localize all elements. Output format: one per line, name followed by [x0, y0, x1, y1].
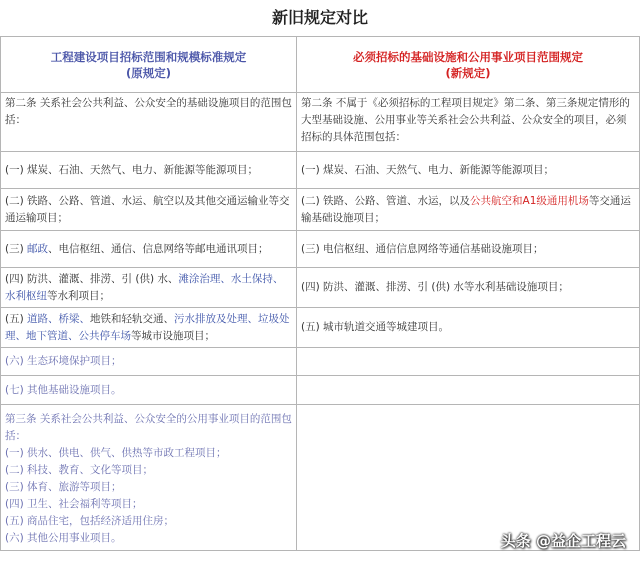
cell-text — [5, 311, 292, 345]
highlight-text: 污水排放及处理、垃圾处理、地下管道、公共停车场 — [5, 312, 290, 342]
new-header-title: 必须招标的基础设施和公用事业项目范围规定 — [353, 50, 583, 64]
text-segment: (五) — [5, 312, 28, 325]
new-regulation-header — [297, 37, 640, 93]
list-item: (一) 供水、供电、供气、供热等市政工程项目； — [5, 447, 227, 459]
text-segment: 、电信枢纽、通信、信息网络等邮电通讯项目； — [48, 242, 269, 255]
table-row — [1, 93, 640, 152]
old-item-6 — [1, 348, 297, 376]
old-regulation-header — [1, 37, 297, 93]
cell-text: (二) 铁路、公路、管道、水运、航空以及其他交通运输业等交通运输项目； — [5, 194, 290, 224]
watermark: 头条 @益企工程云 — [500, 532, 626, 550]
empty-cell — [297, 376, 640, 405]
old-item-3 — [1, 231, 297, 268]
list-item: (三) 体育、旅游等项目； — [5, 481, 122, 493]
cell-text — [301, 193, 635, 227]
table-row — [1, 231, 640, 268]
article-3-intro: 第三条 关系社会公共利益、公众安全的公用事业项目的范围包括： — [5, 413, 292, 442]
table-header-row — [1, 37, 640, 93]
text-segment: (四) 防洪、灌溉、排涝、引 (供) 水、 — [5, 272, 179, 285]
text-segment: 地铁和轻轨交通、 — [90, 312, 175, 325]
text-segment: 等城市设施项目； — [131, 329, 215, 342]
old-item-7 — [1, 376, 297, 405]
table-row — [1, 308, 640, 348]
list-item: (六) 其他公用事业项目。 — [5, 532, 122, 544]
cell-text — [5, 271, 292, 305]
cell-text: (七) 其他基础设施项目。 — [5, 383, 122, 396]
cell-text: (一) 煤炭、石油、天然气、电力、新能源等能源项目； — [5, 163, 259, 176]
cell-text: (四) 防洪、灌溉、排涝、引 (供) 水等水利基础设施项目； — [301, 281, 569, 293]
new-item-4 — [297, 268, 640, 308]
comparison-table — [0, 36, 640, 551]
highlight-text: 道路、桥梁、 — [27, 312, 91, 325]
highlight-text: 公共航空和A1级通用机场 — [470, 194, 589, 207]
text-segment: 等水利项目； — [47, 289, 110, 302]
table-row — [1, 348, 640, 376]
old-item-1 — [1, 152, 297, 189]
old-header-title: 工程建设项目招标范围和规模标准规定 — [50, 50, 247, 64]
table-row — [1, 376, 640, 405]
text-segment: (二) 铁路、公路、管道、水运，以及 — [301, 194, 471, 207]
highlight-text: 邮政 — [27, 242, 49, 255]
old-article-3 — [1, 405, 297, 551]
new-item-5 — [297, 308, 640, 348]
old-item-5 — [1, 308, 297, 348]
new-item-3 — [297, 231, 640, 268]
old-item-4 — [1, 268, 297, 308]
new-item-1 — [297, 152, 640, 189]
new-header-subtitle: (新规定) — [445, 66, 491, 80]
new-item-2 — [297, 189, 640, 231]
cell-text — [5, 241, 269, 258]
cell-text: (一) 煤炭、石油、天然气、电力、新能源等能源项目； — [301, 163, 555, 176]
old-item-2 — [1, 189, 297, 231]
cell-text: (三) 电信枢纽、通信信息网络等通信基础设施项目； — [301, 242, 544, 255]
list-item: (二) 科技、教育、文化等项目； — [5, 464, 154, 476]
old-header-subtitle: (原规定) — [125, 66, 171, 80]
page-title: 新旧规定对比 — [271, 8, 368, 27]
new-article-2: 第二条 不属于《必须招标的工程项目规定》第二条、第三条规定情形的大型基础设施、公用事业等关系社会公共利益、公众安全的项目，必须招标的具体范围包括： — [297, 93, 640, 152]
table-row — [1, 268, 640, 308]
cell-text: (五) 城市轨道交通等城建项目。 — [301, 321, 450, 333]
cell-text: (六) 生态环境保护项目； — [5, 355, 122, 367]
list-item: (五) 商品住宅，包括经济适用住房； — [5, 515, 175, 527]
table-row — [1, 189, 640, 231]
text-segment: 等交通运输基础设施项目； — [301, 194, 631, 224]
list-item: (四) 卫生、社会福利等项目； — [5, 498, 143, 510]
empty-cell — [297, 348, 640, 376]
old-article-2: 第二条 关系社会公共利益、公众安全的基础设施项目的范围包括： — [1, 93, 297, 152]
highlight-text: 滩涂治理、水土保持、水利枢纽 — [5, 272, 284, 302]
table-row — [1, 152, 640, 189]
text-segment: (三) — [5, 242, 28, 255]
